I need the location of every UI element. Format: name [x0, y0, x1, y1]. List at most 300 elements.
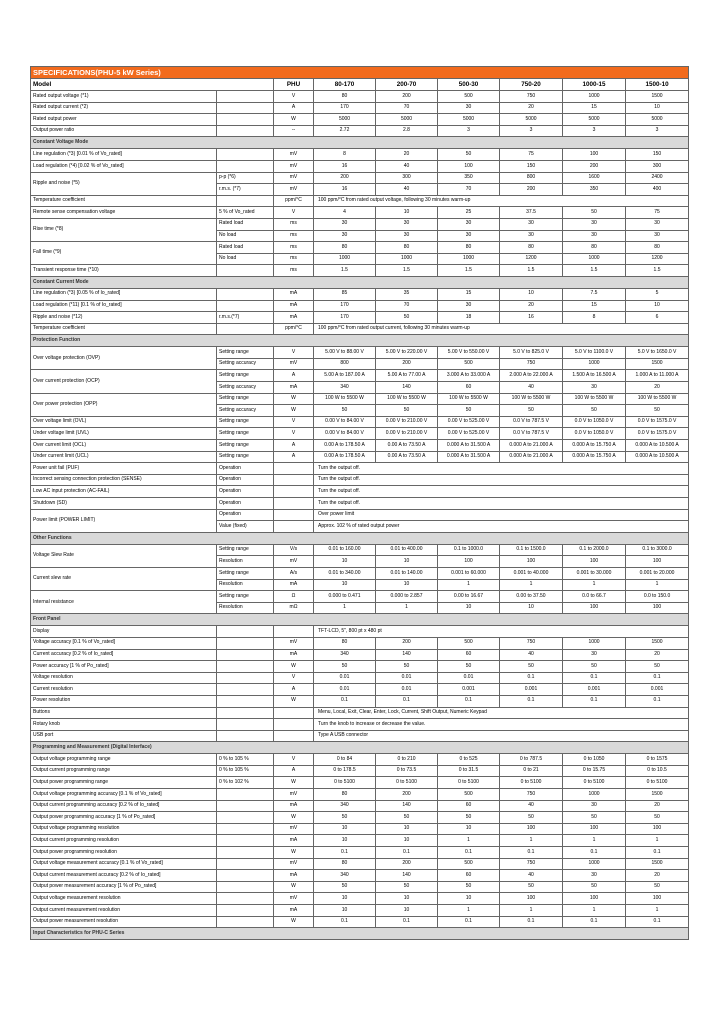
merged-value: TFT-LCD, 5", 800 pt x 480 pt [314, 626, 689, 638]
value-cell: 0.1 [500, 916, 563, 928]
condition [217, 870, 274, 882]
parameter-name: Display [31, 626, 217, 638]
unit [274, 486, 314, 498]
condition: Operation [217, 474, 274, 486]
value-cell: 150 [500, 160, 563, 172]
unit: W [274, 847, 314, 859]
value-cell: 200 [376, 358, 438, 370]
value-cell: 0.1 to 3000.0 [626, 544, 689, 556]
value-cell: 1500 [626, 858, 689, 870]
value-cell: 0.1 [376, 695, 438, 707]
parameter-name: Output power measurement accuracy [1 % of Po_rated] [31, 881, 217, 893]
section-title: Protection Function [31, 335, 689, 347]
condition [217, 672, 274, 684]
value-cell: 10 [438, 893, 500, 905]
value-cell: 0.1 [376, 847, 438, 859]
parameter-name: Output current measurement accuracy [0.2 % of Io_rated] [31, 870, 217, 882]
value-cell: 50 [314, 661, 376, 673]
parameter-name: Output voltage programming resolution [31, 823, 217, 835]
condition: 0 % to 105 % [217, 754, 274, 766]
value-cell: 70 [438, 184, 500, 196]
condition: No load [217, 253, 274, 265]
value-cell: 10 [376, 823, 438, 835]
condition: 0 % to 105 % [217, 765, 274, 777]
value-cell: 0.1 [376, 916, 438, 928]
condition: Setting range [217, 347, 274, 359]
unit: mA [274, 905, 314, 917]
value-cell: 1 [314, 602, 376, 614]
unit: mV [274, 858, 314, 870]
value-cell: 50 [626, 405, 689, 417]
value-cell: 3 [626, 125, 689, 137]
value-cell: 0.00 to 37.50 [500, 591, 563, 603]
spec-row [31, 567, 689, 579]
spec-row [31, 765, 689, 777]
value-cell: 60 [438, 800, 500, 812]
value-cell: 50 [438, 405, 500, 417]
value-cell: 10 [314, 835, 376, 847]
condition: Resolution [217, 602, 274, 614]
value-cell: 20 [626, 870, 689, 882]
value-cell: 15 [438, 288, 500, 300]
value-cell: 30 [438, 230, 500, 242]
value-cell: 18 [438, 312, 500, 324]
value-cell: 50 [314, 812, 376, 824]
spec-row [31, 893, 689, 905]
parameter-name: Ripple and noise (*5) [31, 172, 217, 195]
parameter-name: Load regulation (*4) [0.02 % of Vo_rated] [31, 160, 217, 172]
condition: Setting range [217, 440, 274, 452]
section-header [31, 137, 689, 149]
value-cell: 200 [376, 637, 438, 649]
unit: mA [274, 382, 314, 394]
value-cell: 5000 [563, 114, 626, 126]
value-cell: 30 [626, 218, 689, 230]
parameter-name: Current accuracy [0.2 % of Io_rated] [31, 649, 217, 661]
value-cell: 1 [500, 579, 563, 591]
parameter-name: Over power protection (OPP) [31, 393, 217, 416]
unit [274, 463, 314, 475]
spec-row [31, 661, 689, 673]
spec-row [31, 463, 689, 475]
value-cell: 0.000 A to 10.500 A [626, 451, 689, 463]
condition: Setting range [217, 393, 274, 405]
unit: -- [274, 125, 314, 137]
value-cell: 0.1 [626, 672, 689, 684]
parameter-name: Output voltage programming range [31, 754, 217, 766]
unit: ms [274, 218, 314, 230]
parameter-name: Current slew rate [31, 567, 217, 590]
condition: Setting accuracy [217, 405, 274, 417]
value-cell: 1 [500, 835, 563, 847]
value-cell: 500 [438, 789, 500, 801]
unit [274, 719, 314, 731]
value-cell: 0.0 to 66.7 [563, 591, 626, 603]
value-cell: 400 [626, 184, 689, 196]
value-cell: 10 [376, 207, 438, 219]
value-cell: 0 to 5100 [376, 777, 438, 789]
merged-value: Turn the output off. [314, 463, 689, 475]
value-cell: 0.001 to 20.000 [626, 567, 689, 579]
value-cell: 60 [438, 870, 500, 882]
unit: mΩ [274, 602, 314, 614]
parameter-name: Rotary knob [31, 719, 217, 731]
value-cell: 0.1 to 1500.0 [500, 544, 563, 556]
unit: Ω [274, 591, 314, 603]
value-cell: 80 [314, 789, 376, 801]
value-cell: 50 [376, 312, 438, 324]
value-cell: 140 [376, 800, 438, 812]
condition: Resolution [217, 556, 274, 568]
value-cell: 20 [376, 149, 438, 161]
value-cell: 100 W to 5500 W [626, 393, 689, 405]
spec-row [31, 626, 689, 638]
condition: Setting range [217, 544, 274, 556]
unit: V [274, 754, 314, 766]
value-cell: 170 [314, 312, 376, 324]
value-cell: 200 [376, 789, 438, 801]
value-cell: 50 [314, 881, 376, 893]
value-cell: 0.1 [500, 695, 563, 707]
value-cell: 0.1 [438, 695, 500, 707]
header-row [31, 79, 689, 91]
value-cell: 1 [563, 905, 626, 917]
condition: Rated load [217, 242, 274, 254]
value-cell: 0.01 to 340.00 [314, 567, 376, 579]
unit: ppm/°C [274, 195, 314, 207]
value-cell: 1 [563, 835, 626, 847]
value-cell: 1200 [626, 253, 689, 265]
value-cell: 0.1 [563, 916, 626, 928]
condition [217, 916, 274, 928]
value-cell: 30 [500, 230, 563, 242]
section-title: Constant Voltage Mode [31, 137, 689, 149]
value-cell: 200 [563, 160, 626, 172]
condition [217, 858, 274, 870]
value-cell: 300 [376, 172, 438, 184]
unit: mV [274, 823, 314, 835]
value-cell: 0.000 A to 10.500 A [626, 440, 689, 452]
value-cell: 30 [376, 230, 438, 242]
model-name: 200-70 [376, 79, 438, 91]
spec-row [31, 323, 689, 335]
value-cell: 750 [500, 91, 563, 103]
value-cell: 1.500 A to 16.500 A [563, 370, 626, 382]
unit: A [274, 765, 314, 777]
condition [217, 905, 274, 917]
value-cell: 1 [500, 905, 563, 917]
value-cell: 100 W to 5500 W [314, 393, 376, 405]
value-cell: 100 [563, 893, 626, 905]
value-cell: 0.1 [314, 916, 376, 928]
value-cell: 100 W to 5500 W [500, 393, 563, 405]
value-cell: 5.00 V to 88.00 V [314, 347, 376, 359]
unit: W [274, 393, 314, 405]
value-cell: 3 [438, 125, 500, 137]
spec-row [31, 754, 689, 766]
parameter-name: Voltage Slew Rate [31, 544, 217, 567]
value-cell: 50 [563, 405, 626, 417]
spec-row [31, 91, 689, 103]
spec-row [31, 288, 689, 300]
parameter-name: Output voltage measurement resolution [31, 893, 217, 905]
value-cell: 0.00 V to 84.00 V [314, 428, 376, 440]
parameter-name: Load regulation (*11) [0.1 % of Io_rated] [31, 300, 217, 312]
parameter-name: Output voltage programming accuracy [0.1 % of Vo_rated] [31, 789, 217, 801]
value-cell: 1000 [563, 91, 626, 103]
model-name: 500-30 [438, 79, 500, 91]
value-cell: 50 [438, 881, 500, 893]
value-cell: 500 [438, 858, 500, 870]
value-cell: 0.1 to 1000.0 [438, 544, 500, 556]
value-cell: 30 [563, 230, 626, 242]
unit: ms [274, 242, 314, 254]
parameter-name: USB port [31, 730, 217, 742]
value-cell: 170 [314, 300, 376, 312]
value-cell: 0.00 A to 73.50 A [376, 451, 438, 463]
condition: 5 % of Vo_rated [217, 207, 274, 219]
value-cell: 0.001 [626, 684, 689, 696]
spec-row [31, 218, 689, 230]
value-cell: 0.01 [376, 684, 438, 696]
model-name: 750-20 [500, 79, 563, 91]
value-cell: 0.01 to 160.00 [314, 544, 376, 556]
value-cell: 0 to 5100 [500, 777, 563, 789]
value-cell: 1.5 [376, 265, 438, 277]
value-cell: 30 [438, 102, 500, 114]
value-cell: 0 to 210 [376, 754, 438, 766]
value-cell: 100 [626, 893, 689, 905]
value-cell: 50 [500, 881, 563, 893]
value-cell: 50 [626, 812, 689, 824]
condition [217, 323, 274, 335]
value-cell: 40 [500, 649, 563, 661]
value-cell: 1.000 A to 11.000 A [626, 370, 689, 382]
value-cell: 0.00 to 16.67 [438, 591, 500, 603]
spec-row [31, 707, 689, 719]
value-cell: 75 [500, 149, 563, 161]
value-cell: 0.001 [500, 684, 563, 696]
spec-row [31, 777, 689, 789]
value-cell: 100 [563, 149, 626, 161]
parameter-name: Output current programming range [31, 765, 217, 777]
value-cell: 0.001 to 30.000 [563, 567, 626, 579]
value-cell: 750 [500, 789, 563, 801]
value-cell: 0.01 [438, 672, 500, 684]
value-cell: 0.00 V to 525.00 V [438, 416, 500, 428]
parameter-name: Output power programming accuracy [1 % of Po_rated] [31, 812, 217, 824]
value-cell: 1.5 [563, 265, 626, 277]
value-cell: 0.1 [626, 695, 689, 707]
value-cell: 10 [314, 905, 376, 917]
value-cell: 50 [500, 661, 563, 673]
parameter-name: Remote sense compensation voltage [31, 207, 217, 219]
unit [274, 707, 314, 719]
value-cell: 0 to 1050 [563, 754, 626, 766]
condition: No load [217, 230, 274, 242]
unit: A [274, 102, 314, 114]
value-cell: 25 [438, 207, 500, 219]
unit: V [274, 207, 314, 219]
merged-value: Menu, Local, Exit, Clear, Enter, Lock, Current, Shift Output, Numeric Keypad [314, 707, 689, 719]
value-cell: 5.00 V to 550.00 V [438, 347, 500, 359]
parameter-name: Line regulation (*3) [0.05 % of Io_rated] [31, 288, 217, 300]
value-cell: 50 [376, 881, 438, 893]
title-row [31, 67, 689, 79]
parameter-name: Internal resistance [31, 591, 217, 614]
value-cell: 30 [563, 870, 626, 882]
value-cell: 500 [438, 358, 500, 370]
value-cell: 0.01 [314, 684, 376, 696]
unit: mA [274, 835, 314, 847]
value-cell: 0.1 [626, 916, 689, 928]
value-cell: 0.01 to 400.00 [376, 544, 438, 556]
parameter-name: Buttons [31, 707, 217, 719]
spec-row [31, 160, 689, 172]
unit: W [274, 405, 314, 417]
parameter-name: Rated output voltage (*1) [31, 91, 217, 103]
value-cell: 0.0 V to 787.5 V [500, 416, 563, 428]
parameter-name: Fall time (*9) [31, 242, 217, 265]
value-cell: 50 [438, 812, 500, 824]
value-cell: 1 [626, 905, 689, 917]
value-cell: 20 [626, 382, 689, 394]
value-cell: 5000 [626, 114, 689, 126]
unit: ms [274, 253, 314, 265]
parameter-name: Over current limit (OCL) [31, 440, 217, 452]
value-cell: 0 to 10.5 [626, 765, 689, 777]
value-cell: 0.1 [314, 847, 376, 859]
value-cell: 5.00 A to 77.00 A [376, 370, 438, 382]
value-cell: 16 [500, 312, 563, 324]
merged-value: 100 ppm/°C from rated output voltage, following 30 minutes warm-up [314, 195, 689, 207]
condition [217, 881, 274, 893]
value-cell: 0.0 V to 1575.0 V [626, 416, 689, 428]
value-cell: 3 [563, 125, 626, 137]
parameter-name: Rated output power [31, 114, 217, 126]
value-cell: 30 [438, 218, 500, 230]
value-cell: 50 [500, 405, 563, 417]
unit [274, 521, 314, 533]
value-cell: 340 [314, 870, 376, 882]
unit: W [274, 881, 314, 893]
spec-row [31, 870, 689, 882]
value-cell: 750 [500, 858, 563, 870]
spec-row [31, 428, 689, 440]
value-cell: 40 [500, 382, 563, 394]
unit: mA [274, 870, 314, 882]
value-cell: 0.1 [500, 672, 563, 684]
spec-row [31, 672, 689, 684]
condition [217, 102, 274, 114]
section-title: Front Panel [31, 614, 689, 626]
value-cell: 0.01 to 140.00 [376, 567, 438, 579]
spec-row [31, 684, 689, 696]
condition [217, 300, 274, 312]
condition [217, 707, 274, 719]
parameter-name: Voltage accuracy [0.1 % of Vo_rated] [31, 637, 217, 649]
value-cell: 200 [314, 172, 376, 184]
value-cell: 40 [500, 870, 563, 882]
value-cell: 0.01 [376, 672, 438, 684]
value-cell: 0.000 A to 15.750 A [563, 451, 626, 463]
value-cell: 1000 [563, 253, 626, 265]
value-cell: 100 [500, 823, 563, 835]
value-cell: 340 [314, 382, 376, 394]
unit [274, 626, 314, 638]
condition [217, 730, 274, 742]
unit: mV [274, 149, 314, 161]
value-cell: 0 to 787.5 [500, 754, 563, 766]
value-cell: 50 [626, 881, 689, 893]
value-cell: 800 [500, 172, 563, 184]
value-cell: 300 [626, 160, 689, 172]
unit: mV [274, 160, 314, 172]
value-cell: 0.1 [563, 672, 626, 684]
value-cell: 140 [376, 382, 438, 394]
spec-row [31, 789, 689, 801]
spec-row [31, 312, 689, 324]
value-cell: 0.000 A to 21.000 A [500, 451, 563, 463]
value-cell: 0.001 to 40.000 [500, 567, 563, 579]
condition [217, 288, 274, 300]
parameter-name: Power limit (POWER LIMIT) [31, 509, 217, 532]
condition [217, 91, 274, 103]
condition [217, 812, 274, 824]
value-cell: 10 [314, 893, 376, 905]
parameter-name: Output voltage measurement accuracy [0.1 % of Vo_rated] [31, 858, 217, 870]
spec-row [31, 149, 689, 161]
value-cell: 100 W to 5500 W [563, 393, 626, 405]
value-cell: 0.000 to 0.471 [314, 591, 376, 603]
unit: W [274, 916, 314, 928]
value-cell: 50 [563, 881, 626, 893]
condition: 0 % to 102 % [217, 777, 274, 789]
value-cell: 7.5 [563, 288, 626, 300]
unit: mV [274, 893, 314, 905]
spec-row [31, 416, 689, 428]
condition: Setting range [217, 567, 274, 579]
value-cell: 5 [626, 288, 689, 300]
phu-label: PHU [274, 79, 314, 91]
condition [217, 684, 274, 696]
condition: Setting accuracy [217, 358, 274, 370]
value-cell: 30 [563, 649, 626, 661]
parameter-name: Output power programming resolution [31, 847, 217, 859]
unit: V [274, 416, 314, 428]
value-cell: 100 [500, 556, 563, 568]
condition [217, 649, 274, 661]
value-cell: 80 [314, 858, 376, 870]
unit: V [274, 91, 314, 103]
unit: mV [274, 789, 314, 801]
value-cell: 0 to 73.5 [376, 765, 438, 777]
spec-row [31, 591, 689, 603]
value-cell: 0 to 1575 [626, 754, 689, 766]
value-cell: 10 [314, 579, 376, 591]
value-cell: 800 [314, 358, 376, 370]
spec-row [31, 695, 689, 707]
parameter-name: Rise time (*8) [31, 218, 217, 241]
value-cell: 30 [314, 230, 376, 242]
value-cell: 15 [563, 102, 626, 114]
value-cell: 0 to 31.5 [438, 765, 500, 777]
unit: W [274, 661, 314, 673]
condition [217, 800, 274, 812]
value-cell: 1500 [626, 358, 689, 370]
value-cell: 1.5 [314, 265, 376, 277]
value-cell: 80 [376, 242, 438, 254]
